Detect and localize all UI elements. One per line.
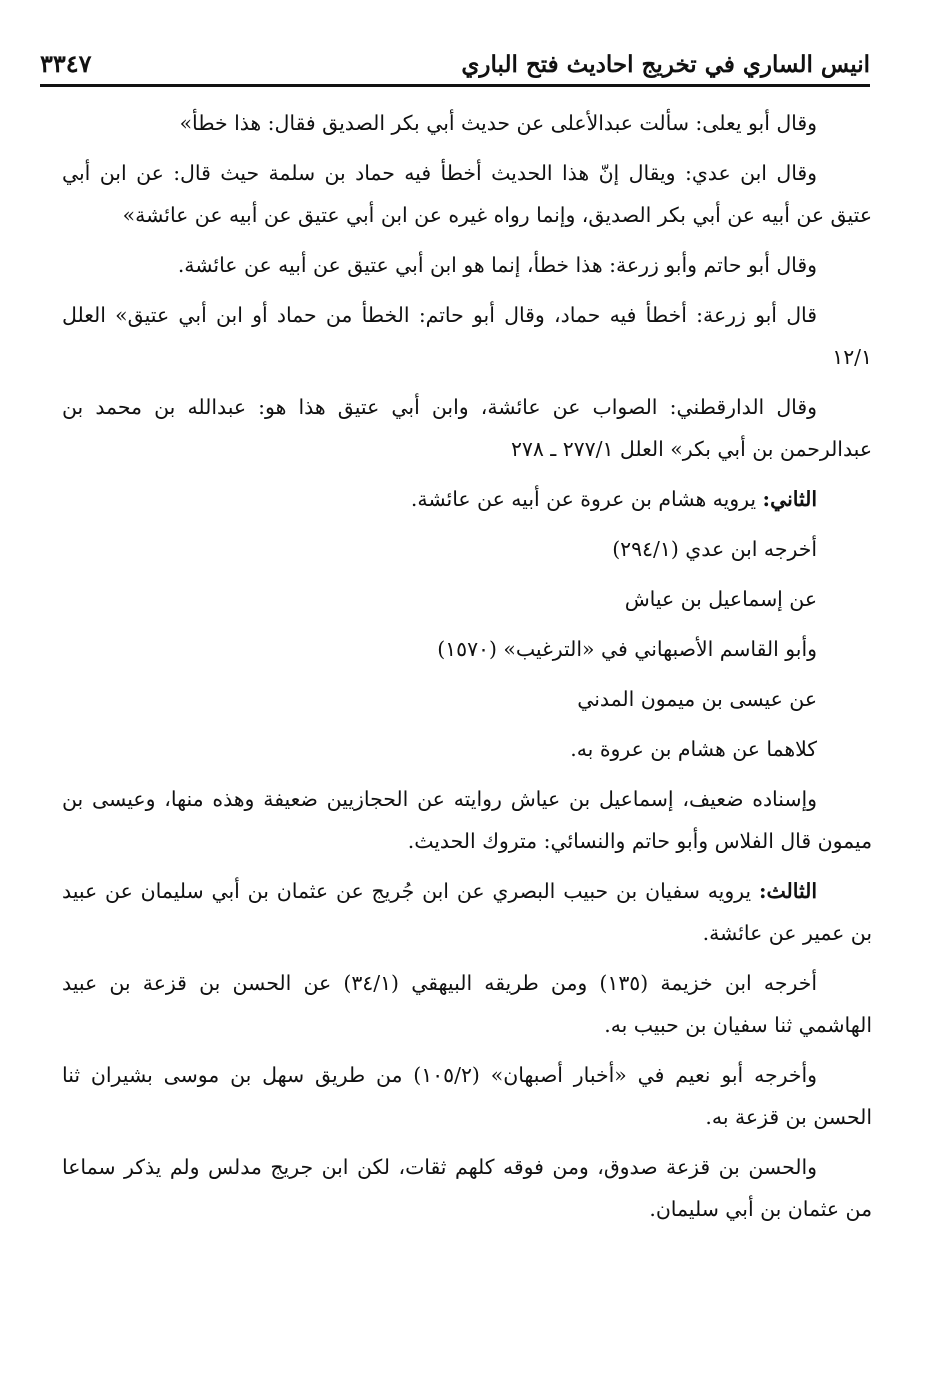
running-title: انيس الساري في تخريج احاديث فتح الباري [461, 51, 870, 78]
paragraph: كلاهما عن هشام بن عروة به. [570, 737, 817, 761]
paragraph: وقال الدارقطني: الصواب عن عائشة، وابن أبي عتيق هذا هو: عبدالله بن محمد بن عبدالرحمن بن أبي بكر» العلل ٢٧٧/١ ـ ٢٧٨ [62, 395, 872, 461]
paragraph: وقال ابن عدي: ويقال إنّ هذا الحديث أخطأ فيه حماد بن سلمة حيث قال: عن ابن أبي عتيق عن أبيه عن أبي بكر الصديق، وإنما رواه غيره عن ابن أبي عتيق عن أبيه عن عائشة» [62, 161, 872, 227]
paragraph: أخرجه ابن خزيمة (١٣٥) ومن طريقه البيهقي (٣٤/١) عن الحسن بن قزعة بن عبيد الهاشمي ثنا سفيان بن حبيب به. [62, 971, 872, 1037]
page-number: ٣٣٤٧ [40, 49, 92, 78]
paragraph: والحسن بن قزعة صدوق، ومن فوقه كلهم ثقات، لكن ابن جريج مدلس ولم يذكر سماعا من عثمان بن أبي سليمان. [62, 1155, 872, 1221]
section-heading-paragraph: الثاني: يرويه هشام بن عروة عن أبيه عن عائشة. [410, 487, 817, 511]
section-heading-paragraph: الثالث: يرويه سفيان بن حبيب البصري عن ابن جُريج عن عثمان بن أبي سليمان عن عبيد بن عمير عن عائشة. [62, 879, 872, 945]
paragraph: أخرجه ابن عدي (٢٩٤/١) [612, 537, 817, 561]
paragraph: وأخرجه أبو نعيم في «أخبار أصبهان» (١٠٥/٢) من طريق سهل بن موسى بشيران ثنا الحسن بن قزعة به. [62, 1063, 872, 1129]
paragraph: وقال أبو حاتم وأبو زرعة: هذا خطأ، إنما هو ابن أبي عتيق عن أبيه عن عائشة. [177, 253, 817, 277]
paragraph: قال أبو زرعة: أخطأ فيه حماد، وقال أبو حاتم: الخطأ من حماد أو ابن أبي عتيق» العلل ١٢/١ [62, 303, 872, 369]
paragraph: وقال أبو يعلى: سألت عبدالأعلى عن حديث أبي بكر الصديق فقال: هذا خطأ» [179, 111, 817, 135]
paragraph: وإسناده ضعيف، إسماعيل بن عياش روايته عن الحجازيين ضعيفة وهذه منها، وعيسى بن ميمون قال الفلاس وأبو حاتم والنسائي: متروك الحديث. [62, 787, 872, 853]
paragraph: عن إسماعيل بن عياش [624, 587, 817, 611]
paragraph: وأبو القاسم الأصبهاني في «الترغيب» (١٥٧٠) [437, 637, 817, 661]
page-header [40, 38, 870, 87]
body-text [62, 102, 872, 1238]
paragraph: عن عيسى بن ميمون المدني [577, 687, 817, 711]
